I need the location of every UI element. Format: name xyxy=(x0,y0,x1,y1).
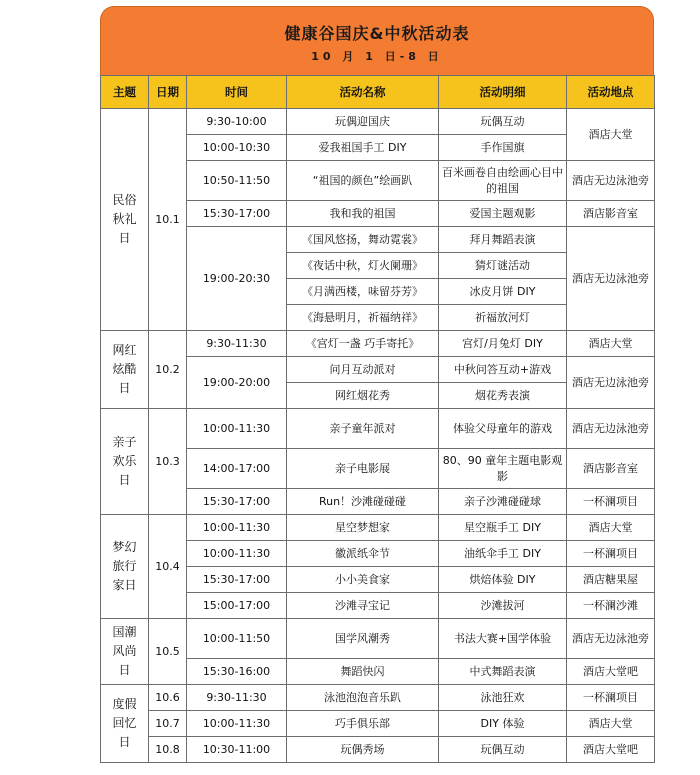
time-cell: 19:00-20:30 xyxy=(187,227,287,331)
activity-detail-cell: 冰皮月饼 DIY xyxy=(439,279,567,305)
time-cell: 9:30-11:30 xyxy=(187,331,287,357)
header-location: 活动地点 xyxy=(567,76,655,109)
theme-cell: 网红炫酷日 xyxy=(101,331,149,409)
activity-detail-cell: DIY 体验 xyxy=(439,711,567,737)
location-cell: 酒店大堂 xyxy=(567,515,655,541)
date-cell: 10.5 xyxy=(149,619,187,685)
time-cell: 14:00-17:00 xyxy=(187,449,287,489)
activity-detail-cell: 泳池狂欢 xyxy=(439,685,567,711)
location-cell: 酒店无边泳池旁 xyxy=(567,619,655,659)
location-cell: 酒店大堂吧 xyxy=(567,737,655,763)
activity-name-cell: 玩偶秀场 xyxy=(287,737,439,763)
activity-name-cell: 徽派纸伞节 xyxy=(287,541,439,567)
location-cell: 一杯澜项目 xyxy=(567,541,655,567)
activity-name-cell: Run！沙滩碰碰碰 xyxy=(287,489,439,515)
table-row xyxy=(101,737,655,763)
location-cell: 酒店大堂 xyxy=(567,711,655,737)
activity-name-cell: 《海悬明月，祈福纳祥》 xyxy=(287,305,439,331)
location-cell: 酒店影音室 xyxy=(567,449,655,489)
activity-name-cell: 亲子电影展 xyxy=(287,449,439,489)
time-cell: 10:00-11:30 xyxy=(187,515,287,541)
activity-detail-cell: 中秋问答互动+游戏 xyxy=(439,357,567,383)
date-cell: 10.1 xyxy=(149,109,187,331)
activity-name-cell: 《月满西楼，味留芬芳》 xyxy=(287,279,439,305)
location-cell: 一杯澜沙滩 xyxy=(567,593,655,619)
table-row xyxy=(101,685,655,711)
activity-name-cell: 《国风悠扬，舞动霓裳》 xyxy=(287,227,439,253)
activity-detail-cell: 猜灯谜活动 xyxy=(439,253,567,279)
activity-name-cell: 爱我祖国手工 DIY xyxy=(287,135,439,161)
theme-cell: 国潮风尚日 xyxy=(101,619,149,685)
time-cell: 9:30-11:30 xyxy=(187,685,287,711)
time-cell: 10:50-11:50 xyxy=(187,161,287,201)
title-banner xyxy=(100,6,654,75)
activity-detail-cell: 百米画卷自由绘画心目中的祖国 xyxy=(439,161,567,201)
activity-name-cell: “祖国的颜色”绘画趴 xyxy=(287,161,439,201)
table-row xyxy=(101,409,655,449)
activity-detail-cell: 星空瓶手工 DIY xyxy=(439,515,567,541)
activity-detail-cell: 拜月舞蹈表演 xyxy=(439,227,567,253)
time-cell: 10:00-11:30 xyxy=(187,541,287,567)
header-theme: 主题 xyxy=(101,76,149,109)
time-cell: 10:00-11:30 xyxy=(187,711,287,737)
activity-name-cell: 国学风潮秀 xyxy=(287,619,439,659)
time-cell: 9:30-10:00 xyxy=(187,109,287,135)
date-cell: 10.3 xyxy=(149,409,187,515)
time-cell: 19:00-20:00 xyxy=(187,357,287,409)
activity-name-cell: 星空梦想家 xyxy=(287,515,439,541)
time-cell: 10:30-11:00 xyxy=(187,737,287,763)
location-cell: 一杯澜项目 xyxy=(567,489,655,515)
activity-detail-cell: 玩偶互动 xyxy=(439,737,567,763)
header-activity-name: 活动名称 xyxy=(287,76,439,109)
activity-detail-cell: 书法大赛+国学体验 xyxy=(439,619,567,659)
table-row xyxy=(101,515,655,541)
activity-name-cell: 我和我的祖国 xyxy=(287,201,439,227)
table-row xyxy=(101,331,655,357)
location-cell: 酒店糖果屋 xyxy=(567,567,655,593)
time-cell: 15:30-16:00 xyxy=(187,659,287,685)
activity-name-cell: 亲子童年派对 xyxy=(287,409,439,449)
theme-cell: 民俗秋礼日 xyxy=(101,109,149,331)
activity-name-cell: 巧手俱乐部 xyxy=(287,711,439,737)
time-cell: 10:00-10:30 xyxy=(187,135,287,161)
location-cell: 酒店大堂 xyxy=(567,331,655,357)
table-row xyxy=(101,711,655,737)
activity-name-cell: 舞蹈快闪 xyxy=(287,659,439,685)
time-cell: 15:30-17:00 xyxy=(187,201,287,227)
date-cell: 10.2 xyxy=(149,331,187,409)
theme-cell: 亲子欢乐日 xyxy=(101,409,149,515)
activity-detail-cell: 油纸伞手工 DIY xyxy=(439,541,567,567)
date-cell: 10.6 xyxy=(149,685,187,711)
activity-name-cell: 玩偶迎国庆 xyxy=(287,109,439,135)
activity-detail-cell: 手作国旗 xyxy=(439,135,567,161)
header-activity-detail: 活动明细 xyxy=(439,76,567,109)
activity-detail-cell: 体验父母童年的游戏 xyxy=(439,409,567,449)
activity-name-cell: 沙滩寻宝记 xyxy=(287,593,439,619)
date-cell: 10.4 xyxy=(149,515,187,619)
table-row xyxy=(101,619,655,659)
location-cell: 一杯澜项目 xyxy=(567,685,655,711)
location-cell: 酒店大堂 xyxy=(567,109,655,161)
table-row xyxy=(101,109,655,135)
activity-detail-cell: 祈福放河灯 xyxy=(439,305,567,331)
activity-name-cell: 《宫灯一盏 巧手寄托》 xyxy=(287,331,439,357)
activity-detail-cell: 爱国主题观影 xyxy=(439,201,567,227)
activity-name-cell: 泳池泡泡音乐趴 xyxy=(287,685,439,711)
activity-name-cell: 《夜话中秋，灯火阑珊》 xyxy=(287,253,439,279)
activity-detail-cell: 玩偶互动 xyxy=(439,109,567,135)
header-time: 时间 xyxy=(187,76,287,109)
date-cell: 10.7 xyxy=(149,711,187,737)
activity-name-cell: 网红烟花秀 xyxy=(287,383,439,409)
activity-detail-cell: 亲子沙滩碰碰球 xyxy=(439,489,567,515)
location-cell: 酒店无边泳池旁 xyxy=(567,409,655,449)
location-cell: 酒店无边泳池旁 xyxy=(567,161,655,201)
activity-name-cell: 小小美食家 xyxy=(287,567,439,593)
activity-name-cell: 问月互动派对 xyxy=(287,357,439,383)
activity-table xyxy=(100,75,655,763)
location-cell: 酒店无边泳池旁 xyxy=(567,227,655,331)
sheet-subtitle: 10 月 1 日-8 日 xyxy=(311,50,443,63)
time-cell: 15:00-17:00 xyxy=(187,593,287,619)
theme-cell: 度假回忆日 xyxy=(101,685,149,763)
activity-detail-cell: 中式舞蹈表演 xyxy=(439,659,567,685)
activity-detail-cell: 80、90 童年主题电影观影 xyxy=(439,449,567,489)
location-cell: 酒店无边泳池旁 xyxy=(567,357,655,409)
location-cell: 酒店大堂吧 xyxy=(567,659,655,685)
date-cell: 10.8 xyxy=(149,737,187,763)
activity-sheet xyxy=(100,6,654,763)
activity-detail-cell: 沙滩拔河 xyxy=(439,593,567,619)
time-cell: 15:30-17:00 xyxy=(187,567,287,593)
theme-cell: 梦幻旅行家日 xyxy=(101,515,149,619)
time-cell: 10:00-11:30 xyxy=(187,409,287,449)
activity-detail-cell: 宫灯/月兔灯 DIY xyxy=(439,331,567,357)
time-cell: 10:00-11:50 xyxy=(187,619,287,659)
activity-detail-cell: 烟花秀表演 xyxy=(439,383,567,409)
sheet-title: 健康谷国庆&中秋活动表 xyxy=(284,24,470,43)
time-cell: 15:30-17:00 xyxy=(187,489,287,515)
location-cell: 酒店影音室 xyxy=(567,201,655,227)
activity-detail-cell: 烘焙体验 DIY xyxy=(439,567,567,593)
header-date: 日期 xyxy=(149,76,187,109)
